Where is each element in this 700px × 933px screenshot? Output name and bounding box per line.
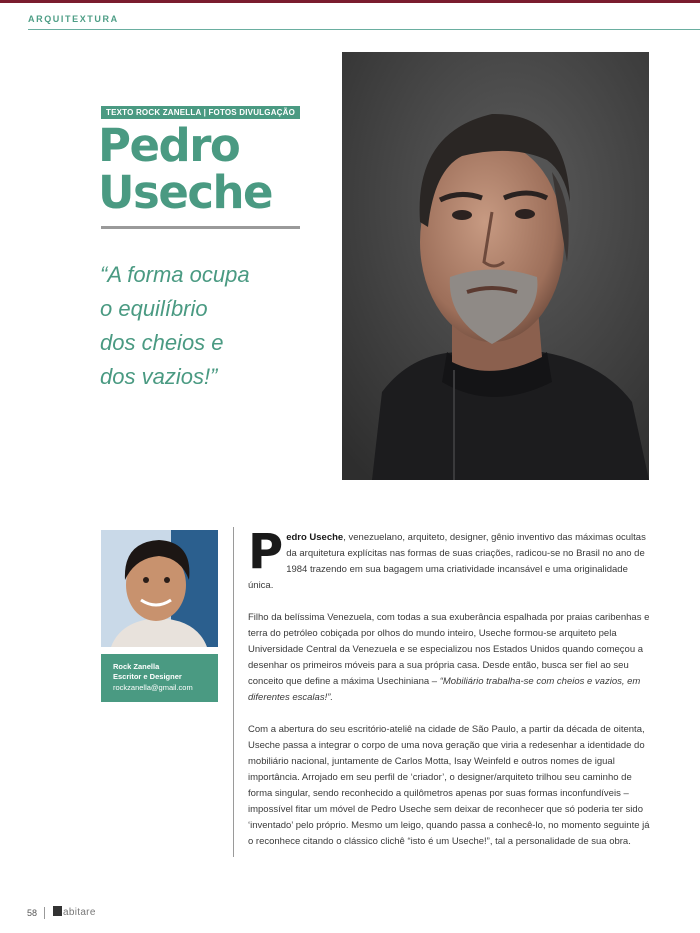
section-divider (28, 29, 700, 30)
quote-line-4: dos vazios!” (100, 364, 218, 389)
magazine-logo (53, 906, 96, 918)
quote-line-3: dos cheios e (100, 330, 224, 355)
author-name: Rock Zanella (113, 662, 160, 671)
title-line-2: Useche (98, 166, 273, 219)
paragraph-2-text: Filho da belíssima Venezuela, com todas a sua exuberância espalhada por praias caribenhas e terra do petróleo cobiçada por olhos do mundo inteiro, Useche formou-se arquiteto pela Universidade Central da Venezuela e se especializou nos Estados Unidos quando começou a desenhar os primeiros móveis para a sua própria casa. Desde então, busca ser fiel ao seu conceito que define a máxima Usechiniana – (248, 612, 650, 687)
pull-quote (100, 258, 340, 394)
logo-mark-icon (53, 906, 62, 916)
top-rule (0, 0, 700, 3)
paragraph-3: Com a abertura do seu escritório-ateliê na cidade de São Paulo, a partir da década de oitenta, Useche passa a integrar o corpo de uma nova geração que viria a redesenhar a identidade do mobiliário nacional, juntamente de Carlos Motta, Isay Weinfeld e outros nomes de igual importância. Arrojado em seu perfil de ‘criador’, o designer/arquiteto trilhou seu caminho de forma singular, sendo reconhecido a quilômetros apenas por suas formas inconfundíveis – impossível fitar um móvel de Pedro Useche sem deixar de reconhecer que só poderia ter sido ‘inventado’ pelo próprio. Mesmo um leigo, quando passa a conhecê-lo, no momento seguinte já o reconhece citando o clássico clichê “isto é um Useche!”, tal a personalidade de sua obra. (248, 724, 650, 847)
page-title (98, 119, 273, 219)
author-photo (101, 530, 218, 647)
paragraph-2 (248, 610, 650, 706)
quote-line-2: o equilíbrio (100, 296, 208, 321)
portrait-photo (342, 52, 649, 480)
quote-line-1: “A forma ocupa (100, 262, 250, 287)
paragraph-1-text: , venezuelano, arquiteto, designer, gênio inventivo das máximas ocultas da arquitetura explícitas nas formas de suas criações, radicou-se no Brasil no ano de 1984 trazendo em sua bagagem uma criatividade incansável e uma originalidade única. (248, 532, 646, 591)
article-body (248, 524, 650, 866)
portrait-illustration (342, 52, 649, 480)
title-line-1: Pedro (98, 119, 240, 172)
paragraph-1 (248, 524, 650, 594)
lead-name: edro Useche (286, 532, 344, 543)
paragraph-2-quote: “Mobiliário trabalha-se com cheios e vazios, em diferentes escalas!”. (248, 676, 641, 703)
footer-separator (44, 907, 45, 919)
drop-cap: P (248, 524, 284, 580)
author-info-box (101, 654, 218, 702)
section-label: ARQUITEXTURA (28, 14, 119, 24)
author-email[interactable]: rockzanella@gmail.com (113, 683, 193, 692)
column-divider (233, 527, 234, 857)
author-role: Escritor e Designer (113, 672, 182, 681)
logo-text: abitare (63, 907, 96, 918)
title-underline (101, 226, 300, 229)
credit-badge: TEXTO ROCK ZANELLA | FOTOS DIVULGAÇÃO (101, 106, 300, 119)
author-illustration (101, 530, 218, 647)
page-number: 58 (27, 908, 38, 918)
